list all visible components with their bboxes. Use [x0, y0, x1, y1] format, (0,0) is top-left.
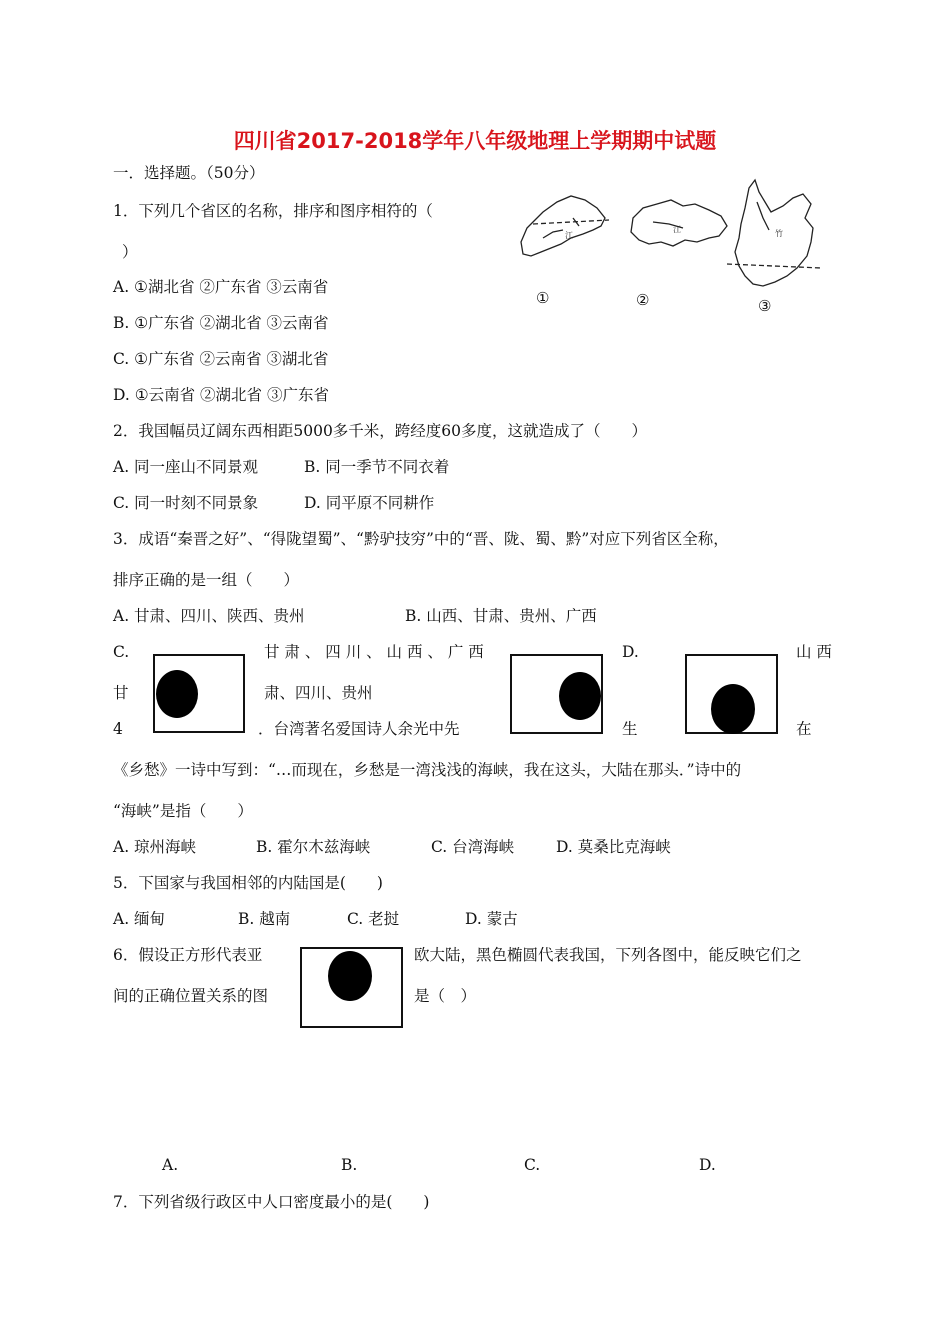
figure-c-ellipse: [559, 672, 601, 720]
map-yunnan: [727, 180, 821, 286]
map-hubei: [631, 200, 727, 246]
q2-option-a: A. 同一座山不同景观: [113, 458, 259, 476]
q6-label-b: B.: [341, 1156, 358, 1174]
q1-option-a: A. ①湖北省 ②广东省 ③云南省: [113, 278, 329, 296]
q6-stem-part1: 6．假设正方形代表亚: [113, 946, 263, 964]
q5-stem: 5．下国家与我国相邻的内陆国是( ): [113, 874, 383, 892]
figure-c-square: [510, 654, 603, 734]
q6-stem-part4: 是（ ）: [414, 987, 477, 1005]
q4-stem-part3: 在: [796, 720, 812, 738]
svg-text:江: 江: [673, 225, 681, 234]
q4-option-b: B. 霍尔木兹海峡: [256, 838, 371, 856]
q4-option-a: A. 琼州海峡: [113, 838, 197, 856]
q7-stem: 7．下列省级行政区中人口密度最小的是( ): [113, 1193, 430, 1211]
figure-a-ellipse: [156, 670, 198, 718]
q5-option-d: D. 蒙古: [465, 910, 518, 928]
q3-option-d-label: D.: [622, 643, 639, 661]
map-label-2: ②: [636, 291, 650, 309]
map-label-3: ③: [758, 297, 772, 315]
q4-stem-part1: ．台湾著名爱国诗人余光中先: [258, 720, 460, 738]
q3-option-c-label: C.: [113, 643, 130, 661]
q1-option-b: B. ①广东省 ②湖北省 ③云南省: [113, 314, 329, 332]
q3-option-b: B. 山西、甘肃、贵州、广西: [405, 607, 597, 625]
q2-stem: 2．我国幅员辽阔东西相距5000多千米，跨经度60多度，这就造成了（ ）: [113, 422, 648, 440]
svg-text:竹: 竹: [775, 229, 783, 238]
q4-stem-line2: 《乡愁》一诗中写到：“…而现在，乡愁是一湾浅浅的海峡，我在这头，大陆在那头．”诗中的: [113, 761, 742, 779]
q3-option-a: A. 甘肃、四川、陕西、贵州: [113, 607, 305, 625]
q4-option-c: C. 台湾海峡: [431, 838, 515, 856]
q4-stem-line3: “海峡”是指（ ）: [113, 802, 253, 820]
q6-label-c: C.: [524, 1156, 541, 1174]
q5-option-b: B. 越南: [238, 910, 291, 928]
q2-option-c: C. 同一时刻不同景象: [113, 494, 259, 512]
province-maps-figure: [513, 178, 831, 310]
q6-stem-part3: 间的正确位置关系的图: [113, 987, 269, 1005]
q1-option-d: D. ①云南省 ②湖北省 ③广东省: [113, 386, 329, 404]
q2-option-b: B. 同一季节不同衣着: [304, 458, 450, 476]
map-guangdong: [521, 196, 609, 256]
figure-d-ellipse: [711, 684, 755, 734]
q3-stem-line2: 排序正确的是一组（ ）: [113, 571, 300, 589]
page-title: 四川省2017-2018学年八年级地理上学期期中试题: [233, 129, 717, 153]
figure-a-square: [153, 654, 245, 733]
q3-stem-line1: 3．成语“秦晋之好”、“得陇望蜀”、“黔驴技穷”中的“晋、陇、蜀、黔”对应下列省区全称，: [113, 530, 729, 548]
q2-option-d: D. 同平原不同耕作: [304, 494, 435, 512]
q3-option-d-text-1: 山 西: [796, 643, 832, 661]
section-heading: 一．选择题。（50分）: [113, 164, 265, 182]
q6-stem-part2: 欧大陆，黑色椭圆代表我国，下列各图中，能反映它们之: [414, 946, 802, 964]
q1-stem-end: ）: [122, 243, 138, 261]
q3-option-d-text-3: 肃、四川、贵州: [264, 684, 373, 702]
q6-label-a: A.: [162, 1156, 179, 1174]
map-label-1: ①: [536, 289, 550, 307]
svg-text:江: 江: [565, 231, 573, 240]
q1-option-c: C. ①广东省 ②云南省 ③湖北省: [113, 350, 329, 368]
q1-stem: 1．下列几个省区的名称，排序和图序相符的（: [113, 202, 433, 220]
q3-option-c-text: 甘 肃 、 四 川 、 山 西 、 广 西: [264, 643, 484, 661]
q3-option-d-text-2: 甘: [113, 684, 129, 702]
q5-option-c: C. 老挝: [347, 910, 400, 928]
q6-label-d: D.: [699, 1156, 716, 1174]
q5-option-a: A. 缅甸: [113, 910, 166, 928]
figure-b-square: [300, 947, 403, 1028]
figure-b-ellipse: [328, 951, 372, 1001]
q4-number: 4: [113, 720, 123, 738]
q4-option-d: D. 莫桑比克海峡: [556, 838, 671, 856]
q4-stem-part2: 生: [622, 720, 638, 738]
figure-d-square: [685, 654, 778, 734]
